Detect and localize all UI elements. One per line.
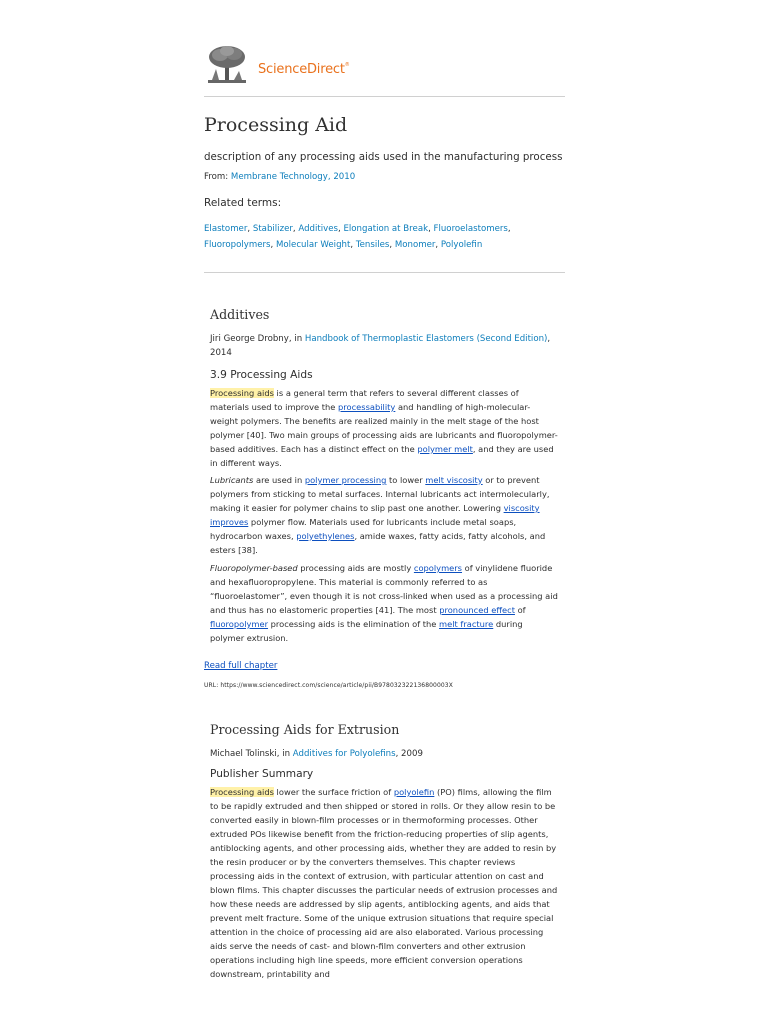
chapter-url: URL: https://www.sciencedirect.com/science/article/pii/B978032322136800003X: [204, 682, 453, 689]
sciencedirect-logo[interactable]: [204, 44, 350, 86]
topic-source: From: Membrane Technology, 2010: [204, 172, 356, 182]
related-term-link[interactable]: Elastomer: [204, 224, 248, 234]
term-link[interactable]: viscosity improves: [210, 503, 540, 527]
section-heading: Processing Aids for Extrusion: [210, 722, 400, 737]
related-term-link[interactable]: Additives: [298, 224, 339, 234]
related-term-link[interactable]: Elongation at Break: [343, 224, 429, 234]
paragraph: Processing aids is a general term that refers to several different classes of materials used to improve the processability and handling of high-molecular-weight polymers. The benefits are realized mainly in the melt stage of the host polymer [40]. Two main groups of processing aids are lubricants and fluoropolymer-based additives. Each has a distinct effect on the polymer melt, and they are used in different ways.: [210, 388, 558, 468]
subsection-heading: Publisher Summary: [210, 768, 314, 780]
term-link[interactable]: melt viscosity: [425, 475, 483, 485]
term-link[interactable]: polyolefin: [393, 787, 435, 797]
term-link[interactable]: melt fracture: [439, 619, 494, 629]
related-term-link[interactable]: Fluoroelastomers: [433, 224, 508, 234]
related-terms-heading: Related terms:: [204, 197, 282, 209]
page-title: Processing Aid: [204, 114, 348, 136]
related-term-link[interactable]: Fluoropolymers: [204, 239, 271, 250]
related-term-link[interactable]: Molecular Weight: [275, 239, 351, 250]
section-divider: [204, 272, 565, 273]
highlighted-term: Processing aids: [210, 388, 274, 398]
chapter-citation: Jiri George Drobny, in Handbook of Thermoplastic Elastomers (Second Edition), 2014: [210, 334, 551, 358]
paragraph: Lubricants are used in polymer processing to lower melt viscosity or to prevent polymers from sticking to metal surfaces. Internal lubricants act intermolecularly, making it easier for polymer chains to slip past one another. Lowering viscosity improves polymer flow. Materials used for lubricants include metal soaps, hydrocarbon waxes, polyethylenes, amide waxes, fatty acids, fatty alcohols, and esters [38].: [210, 475, 550, 555]
chapter-citation: Michael Tolinski, in Additives for Polyolefins, 2009: [210, 749, 423, 759]
paragraph: Fluoropolymer-based processing aids are mostly copolymers of vinylidene fluoride and hexafluoropropylene. This material is commonly referred to as “fluoroelastomer”, even though it is not cross-linked when used as a processing aid and thus has no elastomeric properties [41]. The most pronounced effect of fluoropolymer processing aids is the elimination of the melt fracture during polymer extrusion.: [210, 563, 558, 643]
term-link[interactable]: polymer processing: [304, 475, 387, 485]
book-link[interactable]: Handbook of Thermoplastic Elastomers (Second Edition): [304, 334, 548, 344]
read-full-chapter-link[interactable]: Read full chapter: [204, 661, 278, 671]
book-link[interactable]: Additives for Polyolefins: [292, 749, 396, 759]
related-term-link[interactable]: Monomer: [394, 239, 436, 250]
related-terms-list: Elastomer, Stabilizer, Additives, Elongation at Break, Fluoroelastomers, Fluoropolymers, Molecular Weight, Tensiles, Monomer, Polyolefin: [204, 224, 511, 250]
related-term-link[interactable]: Tensiles: [355, 239, 390, 250]
subsection-heading: 3.9 Processing Aids: [210, 369, 313, 381]
term-link[interactable]: polyethylenes: [296, 531, 355, 541]
header-divider: [204, 96, 565, 97]
topic-description: description of any processing aids used in the manufacturing process: [204, 151, 563, 163]
related-term-link[interactable]: Polyolefin: [440, 239, 483, 250]
related-term-link[interactable]: Stabilizer: [252, 224, 293, 234]
brand-name: ScienceDirect®: [258, 61, 350, 77]
elsevier-tree-icon: [204, 45, 250, 85]
paragraph: Processing aids lower the surface friction of polyolefin (PO) films, allowing the film to be rapidly extruded and then shipped or stored in rolls. Or they allow resin to be converted easily in blown-film processes or in thermoforming processes. Other extruded POs likewise benefit from the friction-reducing properties of slip agents, antiblocking agents, and other processing aids, whether they are added to resin by the resin producer or by the converters themselves. This chapter reviews processing aids in the context of extrusion, with particular attention on cast and blown films. This chapter discusses the particular needs of extrusion processes and how these needs are addressed by slip agents, antiblocking agents, and aids that prevent melt fracture. Some of the unique extrusion situations that require special attention in the choice of processing aid are also elaborated. Various processing aids serve the needs of cast- and blown-film converters and other extrusion operations including high line speeds, more efficient conversion operations downstream, printability and: [210, 787, 558, 979]
highlighted-term: Processing aids: [210, 787, 274, 797]
section-heading: Additives: [210, 307, 270, 322]
term-link[interactable]: pronounced effect: [439, 605, 515, 615]
term-link[interactable]: fluoropolymer: [210, 619, 269, 629]
term-link[interactable]: polymer melt: [417, 444, 473, 454]
term-link[interactable]: processability: [338, 402, 396, 412]
source-link[interactable]: Membrane Technology, 2010: [230, 172, 356, 182]
term-link[interactable]: copolymers: [413, 563, 463, 573]
